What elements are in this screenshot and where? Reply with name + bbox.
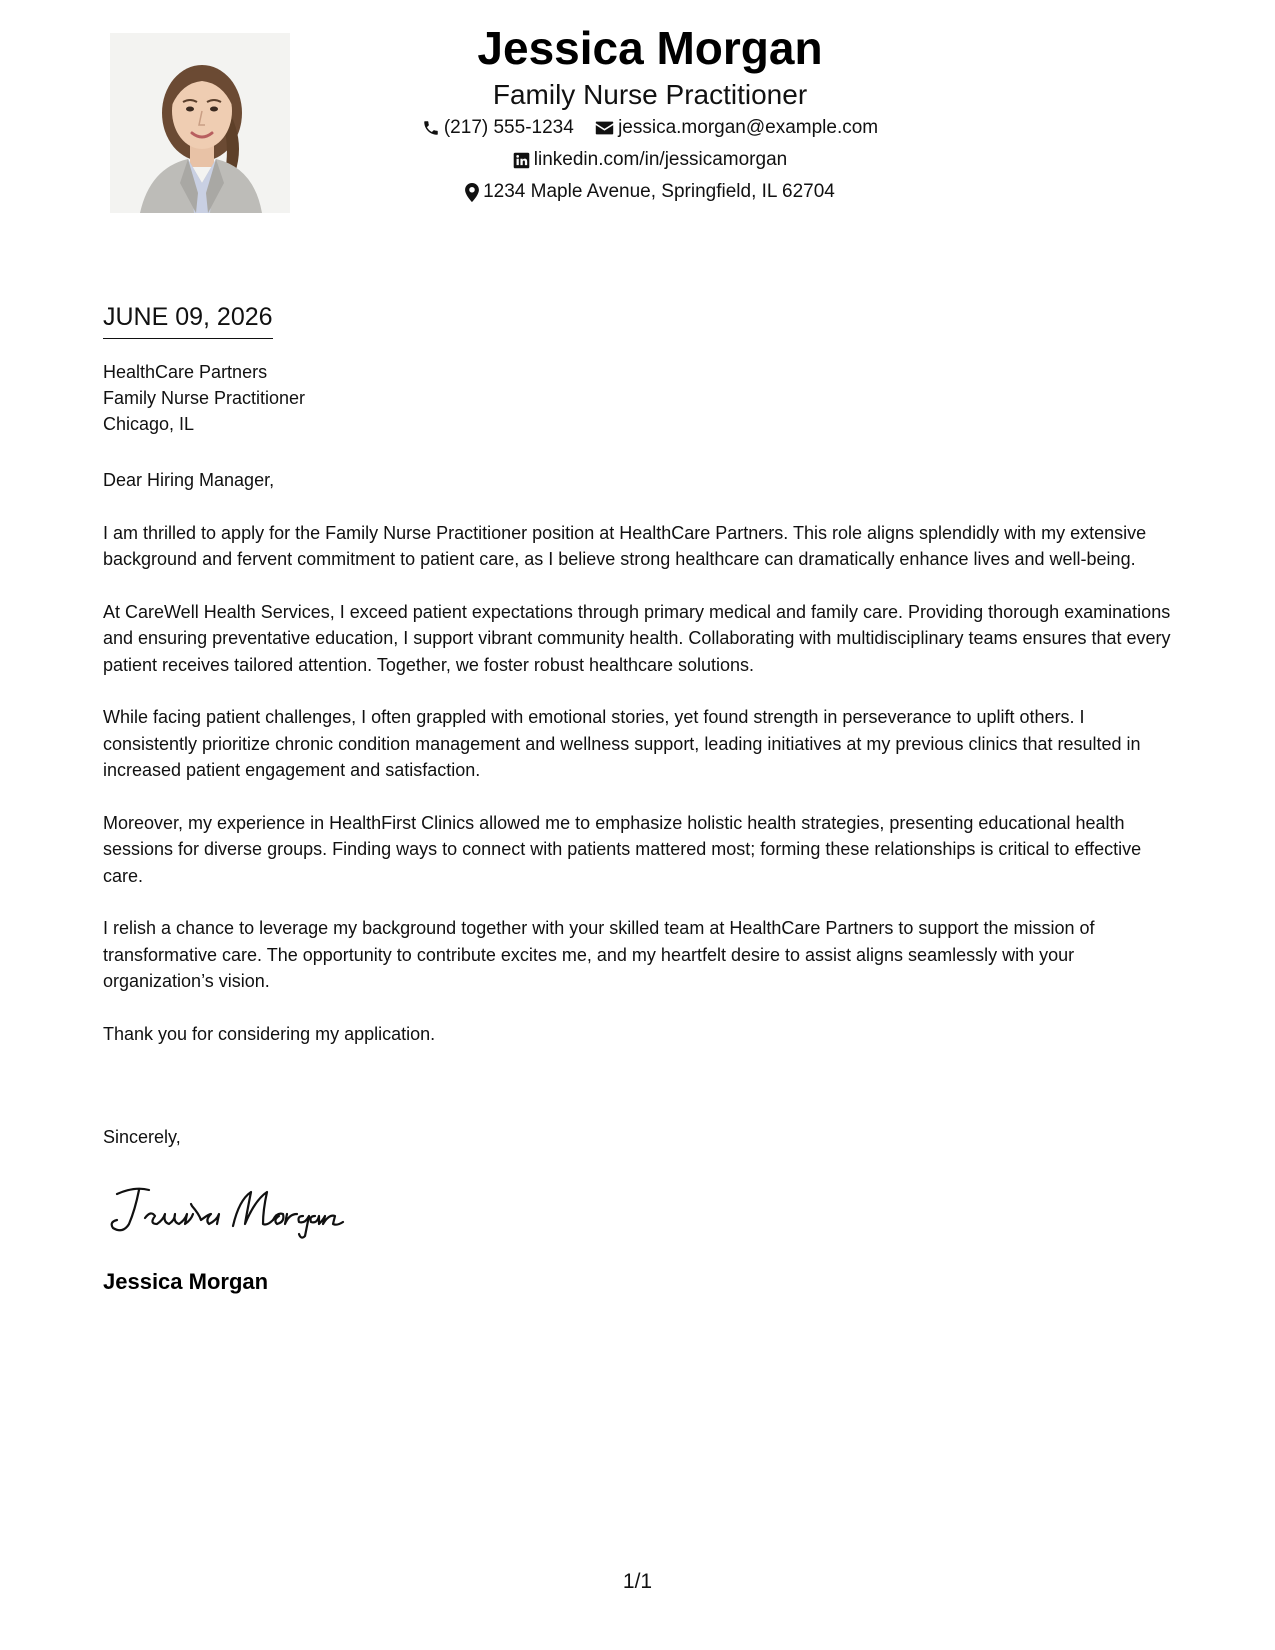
candidate-title: Family Nurse Practitioner <box>492 79 808 110</box>
page-number: 1/1 <box>622 1570 653 1593</box>
handwritten-signature <box>105 1180 365 1240</box>
envelope-icon <box>595 120 614 136</box>
paragraph: Thank you for considering my application. <box>103 1023 436 1044</box>
address-text: 1234 Maple Avenue, Springfield, IL 62704 <box>483 181 835 203</box>
closing: Sincerely, <box>103 1127 181 1147</box>
email-text: jessica.morgan@example.com <box>618 117 879 138</box>
recipient-location: Chicago, IL <box>103 414 195 434</box>
signer-name: Jessica Morgan <box>103 1269 269 1294</box>
phone-icon <box>422 119 440 137</box>
portrait-image <box>110 33 290 213</box>
paragraph: I relish a chance to leverage my background together with your skilled team at HealthCare Partners to support the mission of transformative care. The opportunity to contribute excites me, and my heartfelt desire to assist aligns seamlessly with your organization’s vision. <box>103 918 1095 991</box>
paragraph: I am thrilled to apply for the Family Nurse Practitioner position at HealthCare Partners. This role aligns splendidly with my extensive background and fervent commitment to patient care, as I believe strong healthcare can dramatically enhance lives and well-being. <box>103 522 1147 569</box>
recipient-block <box>103 359 305 437</box>
linkedin-icon <box>513 152 530 169</box>
resume-header <box>300 18 1000 208</box>
map-pin-icon <box>465 183 479 202</box>
contact-row-phone-email <box>300 112 1000 144</box>
contact-linkedin[interactable] <box>513 144 787 176</box>
phone-text: (217) 555-1234 <box>443 117 574 138</box>
letter-body <box>103 467 1183 1073</box>
paragraph: While facing patient challenges, I often grappled with emotional stories, yet found strength in perseverance to uplift others. I consistently prioritize chronic condition management and wellness support, leading initiatives at my previous clinics that resulted in increased patient engagement and satisfaction. <box>103 707 1141 780</box>
contact-row-address <box>300 176 1000 208</box>
salutation: Dear Hiring Manager, <box>103 470 275 490</box>
paragraph: Moreover, my experience in HealthFirst Clinics allowed me to emphasize holistic health strategies, presenting educational health sessions for diverse groups. Finding ways to connect with patients mattered most; forming these relationships is critical to effective care. <box>103 812 1142 886</box>
recipient-position: Family Nurse Practitioner <box>103 388 306 408</box>
linkedin-text: linkedin.com/in/jessicamorgan <box>533 149 788 171</box>
profile-photo <box>110 33 290 213</box>
paragraph: At CareWell Health Services, I exceed patient expectations through primary medical and family care. Providing thorough examinations and ensuring preventative education, I support vibrant community health. Collaborating with multidisciplinary teams ensures that every patient receives tailored attention. Together, we foster robust healthcare solutions. <box>103 601 1171 675</box>
signature-image <box>105 1180 365 1240</box>
recipient-company: HealthCare Partners <box>103 362 268 382</box>
contact-email[interactable] <box>595 112 878 144</box>
contact-row-linkedin <box>300 144 1000 176</box>
candidate-name: Jessica Morgan <box>477 22 823 74</box>
letter-date: JUNE 09, 2026 <box>103 300 273 339</box>
contact-address <box>465 176 835 208</box>
contact-phone[interactable] <box>422 112 574 144</box>
